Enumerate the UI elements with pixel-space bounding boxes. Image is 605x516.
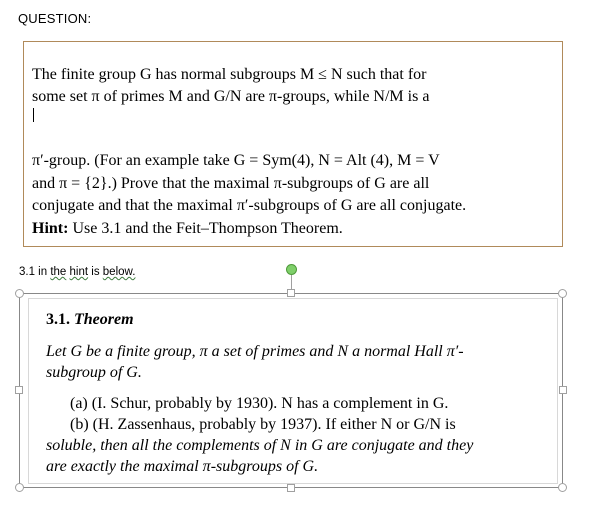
rotate-stem xyxy=(291,275,292,289)
resize-handle-left[interactable] xyxy=(15,386,23,394)
question-label: QUESTION: xyxy=(18,11,92,26)
hint-note[interactable] xyxy=(19,266,135,278)
spell-word-hint: hint xyxy=(69,266,89,278)
theorem-part-b-3: are exactly the maximal π-subgroups of G. xyxy=(46,458,319,475)
hint-line xyxy=(32,220,343,238)
hint-text: Use 3.1 and the Feit–Thompson Theorem. xyxy=(72,220,343,237)
spell-word-below: below. xyxy=(102,266,136,278)
hint-bold: Hint: xyxy=(32,220,69,237)
theorem-part-b-1: (b) (H. Zassenhaus, probably by 1937). If either N or G/N is xyxy=(70,416,456,433)
resize-handle-bottom-right[interactable] xyxy=(558,483,567,492)
theorem-title xyxy=(46,311,134,329)
resize-handle-right[interactable] xyxy=(559,386,567,394)
note-mid: is xyxy=(88,266,103,278)
resize-handle-top[interactable] xyxy=(287,289,295,297)
theorem-number: 3.1. xyxy=(46,311,70,328)
question-line-4: and π = {2}.) Prove that the maximal π-subgroups of G are all xyxy=(32,175,430,192)
question-line-1: The finite group G has normal subgroups M ≤ N such that for xyxy=(32,66,427,83)
rotate-handle[interactable] xyxy=(286,264,297,275)
spell-word-the: the xyxy=(50,266,67,278)
question-line-3: π′-group. (For an example take G = Sym(4), N = Alt (4), M = V xyxy=(32,152,440,169)
resize-handle-top-left[interactable] xyxy=(15,289,24,298)
theorem-statement-2: subgroup of G. xyxy=(46,364,142,381)
question-line-2: some set π of primes M and G/N are π-groups, while N/M is a xyxy=(32,88,430,105)
resize-handle-bottom[interactable] xyxy=(287,484,295,492)
question-line-5: conjugate and that the maximal π′-subgroups of G are all conjugate. xyxy=(32,197,467,214)
text-cursor xyxy=(33,108,34,122)
resize-handle-top-right[interactable] xyxy=(558,289,567,298)
resize-handle-bottom-left[interactable] xyxy=(15,483,24,492)
theorem-word: Theorem xyxy=(74,311,134,328)
note-prefix: 3.1 in xyxy=(19,266,51,278)
theorem-part-b-2: soluble, then all the complements of N in G are conjugate and they xyxy=(46,437,474,454)
theorem-part-a: (a) (I. Schur, probably by 1930). N has a complement in G. xyxy=(70,395,449,412)
theorem-statement-1: Let G be a finite group, π a set of primes and N a normal Hall π′- xyxy=(46,343,464,360)
